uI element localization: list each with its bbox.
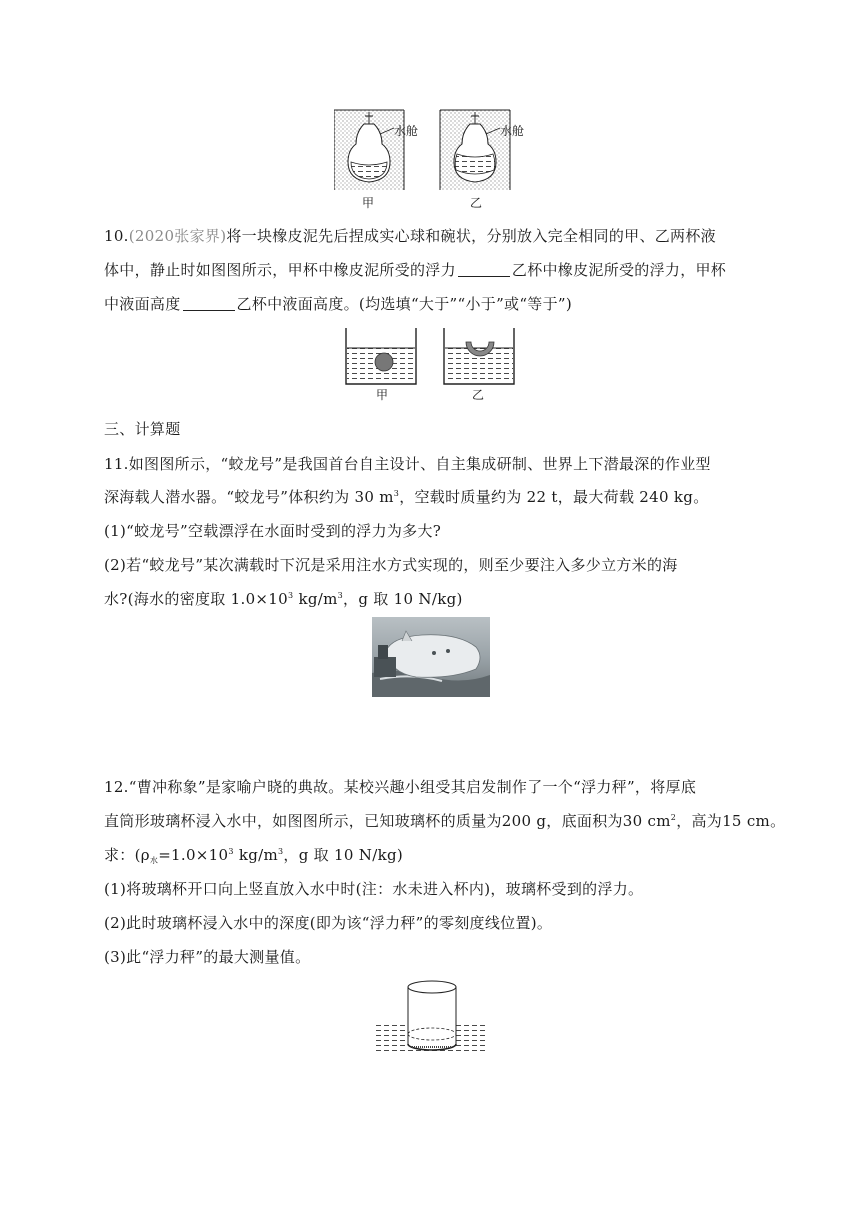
answer-blank-2[interactable] <box>183 296 235 311</box>
superscript: 2 <box>670 813 677 822</box>
q11-text-b: kg/m <box>293 590 338 608</box>
q12-text-3d: ，g 取 10 N/kg) <box>283 846 404 864</box>
q11-sub2: (2)若“蛟龙号”某次满载时下沉是采用注水方式实现的，则至少要注入多少立方米的海 <box>104 556 678 574</box>
figure-beakers <box>344 326 524 402</box>
superscript: 3 <box>287 591 294 600</box>
q10-text-3b: 乙杯中液面高度。(均选填“大于”“小于”或“等于”) <box>236 295 573 313</box>
superscript: 3 <box>337 591 344 600</box>
figure-glass-cup <box>376 978 488 1056</box>
section-title: 三、计算题 <box>104 420 181 438</box>
q10-number: 10. <box>104 227 129 245</box>
q11-text-c: ，g 取 10 N/kg) <box>343 590 463 608</box>
answer-blank-1[interactable] <box>458 262 510 277</box>
q12-sub2: (2)此时玻璃杯浸入水中的深度(即为该“浮力秤”的零刻度线位置)。 <box>104 914 553 932</box>
q12-line2 <box>104 811 785 831</box>
q12-line3 <box>104 845 403 865</box>
q12-text-3c: kg/m <box>233 846 279 864</box>
q11-text-a: 水?(海水的密度取 1.0×10 <box>104 590 288 608</box>
caption-yi: 乙 <box>470 196 483 210</box>
caption-yi: 乙 <box>472 388 485 402</box>
superscript: 3 <box>393 489 400 498</box>
q11-sub1: (1)“蛟龙号”空载漂浮在水面时受到的浮力为多大? <box>104 522 442 540</box>
caption-jia: 甲 <box>376 388 389 402</box>
beaker-diagram <box>344 326 524 388</box>
q10-source: (2020张家界) <box>128 227 227 245</box>
q11-text-2b: ，空载时质量约为 22 t，最大荷载 240 kg。 <box>399 488 709 506</box>
q10-text: 将一块橡皮泥先后捏成实心球和碗状，分别放入完全相同的甲、乙两杯液 <box>226 227 716 245</box>
caption-jia: 甲 <box>362 196 375 210</box>
q12-sub3: (3)此“浮力秤”的最大测量值。 <box>104 948 311 966</box>
q10-text-2b: 乙杯中橡皮泥所受的浮力，甲杯 <box>511 261 727 279</box>
q11-line1: 11.如图图所示，“蛟龙号”是我国首台自主设计、自主集成研制、世界上下潜最深的作业型 <box>104 455 711 473</box>
superscript: 3 <box>278 847 284 856</box>
subscript: 水 <box>149 856 159 865</box>
q10-line1 <box>104 226 716 246</box>
q10-text-2a: 体中，静止时如图图所示，甲杯中橡皮泥所受的浮力 <box>104 261 456 279</box>
q10-line2 <box>104 260 726 280</box>
submarine-diagram <box>334 104 534 192</box>
q11-text-2a: 深海载人潜水器。“蛟龙号”体积约为 30 m <box>104 488 394 506</box>
q11-line2 <box>104 487 709 507</box>
q10-text-3a: 中液面高度 <box>104 295 181 313</box>
q12-sub1: (1)将玻璃杯开口向上竖直放入水中时(注：水未进入杯内)，玻璃杯受到的浮力。 <box>104 880 644 898</box>
label-water-tank-left: 水舱 <box>394 124 419 138</box>
glass-cup-diagram <box>376 978 488 1056</box>
q12-line1: 12.“曹冲称象”是家喻户晓的典故。某校兴趣小组受其启发制作了一个“浮力秤”，将厚底 <box>104 778 697 796</box>
label-water-tank-right: 水舱 <box>500 124 525 138</box>
q12-text-3a: 求：(ρ <box>104 846 150 864</box>
q12-text-3b: =1.0×10 <box>158 846 229 864</box>
q10-line3 <box>104 294 572 314</box>
figure-submarines <box>334 104 534 210</box>
submersible-photo <box>372 617 490 697</box>
q12-text-2b: ，高为15 cm。 <box>676 812 786 830</box>
q11-sub2-cont <box>104 589 463 609</box>
q12-text-2a: 直筒形玻璃杯浸入水中，如图图所示，已知玻璃杯的质量为200 g，底面积为30 cm <box>104 812 671 830</box>
superscript: 3 <box>228 847 234 856</box>
